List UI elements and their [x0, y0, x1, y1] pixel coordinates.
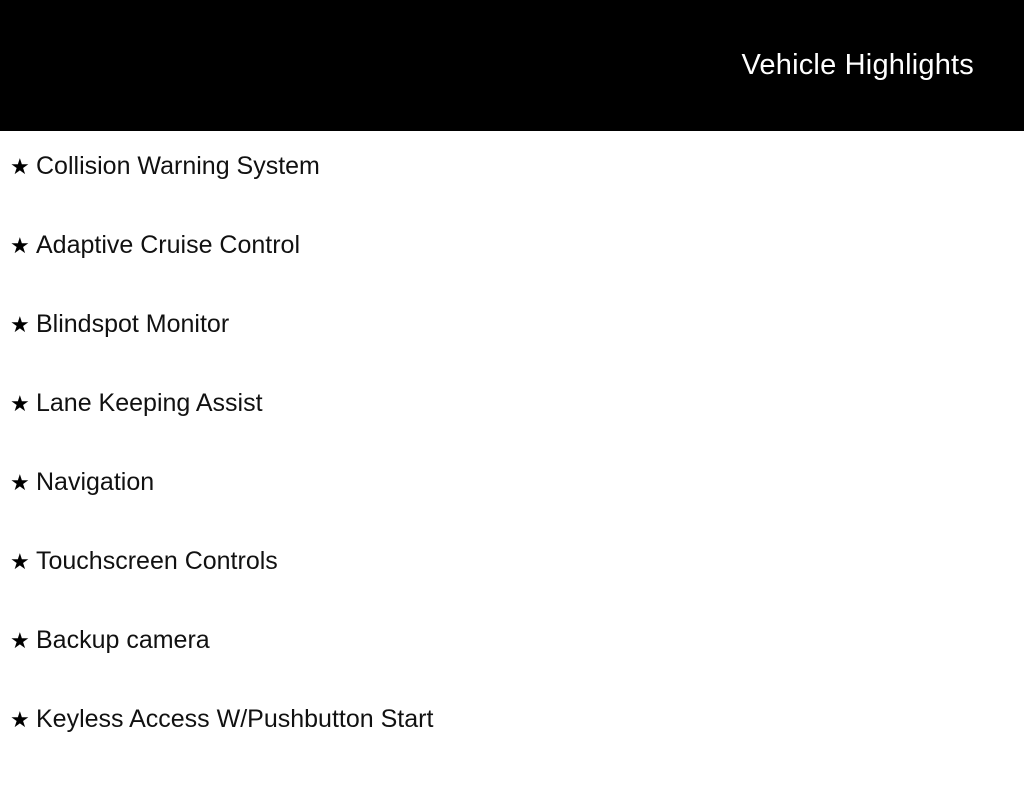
page-title: Vehicle Highlights: [741, 49, 974, 81]
star-icon: ★: [10, 391, 30, 416]
list-item: [0, 312, 1024, 391]
list-item: [0, 628, 1024, 707]
list-item: [0, 707, 1024, 786]
star-icon: ★: [10, 549, 30, 574]
star-icon: ★: [10, 233, 30, 258]
list-item-label: Blindspot Monitor: [36, 310, 230, 338]
list-item-label: Backup camera: [36, 626, 210, 654]
star-icon: ★: [10, 154, 30, 179]
star-icon: ★: [10, 628, 30, 653]
star-icon: ★: [10, 312, 30, 337]
list-item: [0, 549, 1024, 628]
list-item-label: Lane Keeping Assist: [36, 389, 263, 417]
list-item-label: Touchscreen Controls: [36, 547, 278, 575]
list-item: [0, 470, 1024, 549]
list-item-label: Keyless Access W/Pushbutton Start: [36, 705, 434, 733]
list-item-label: Adaptive Cruise Control: [36, 231, 301, 259]
star-icon: ★: [10, 707, 30, 732]
list-item: [0, 233, 1024, 312]
list-item-label: Collision Warning System: [36, 152, 320, 180]
vehicle-highlights-list: [0, 131, 1024, 786]
list-item: [0, 154, 1024, 233]
header-bar: [0, 0, 1024, 131]
list-item: [0, 391, 1024, 470]
list-item-label: Navigation: [36, 468, 155, 496]
star-icon: ★: [10, 470, 30, 495]
